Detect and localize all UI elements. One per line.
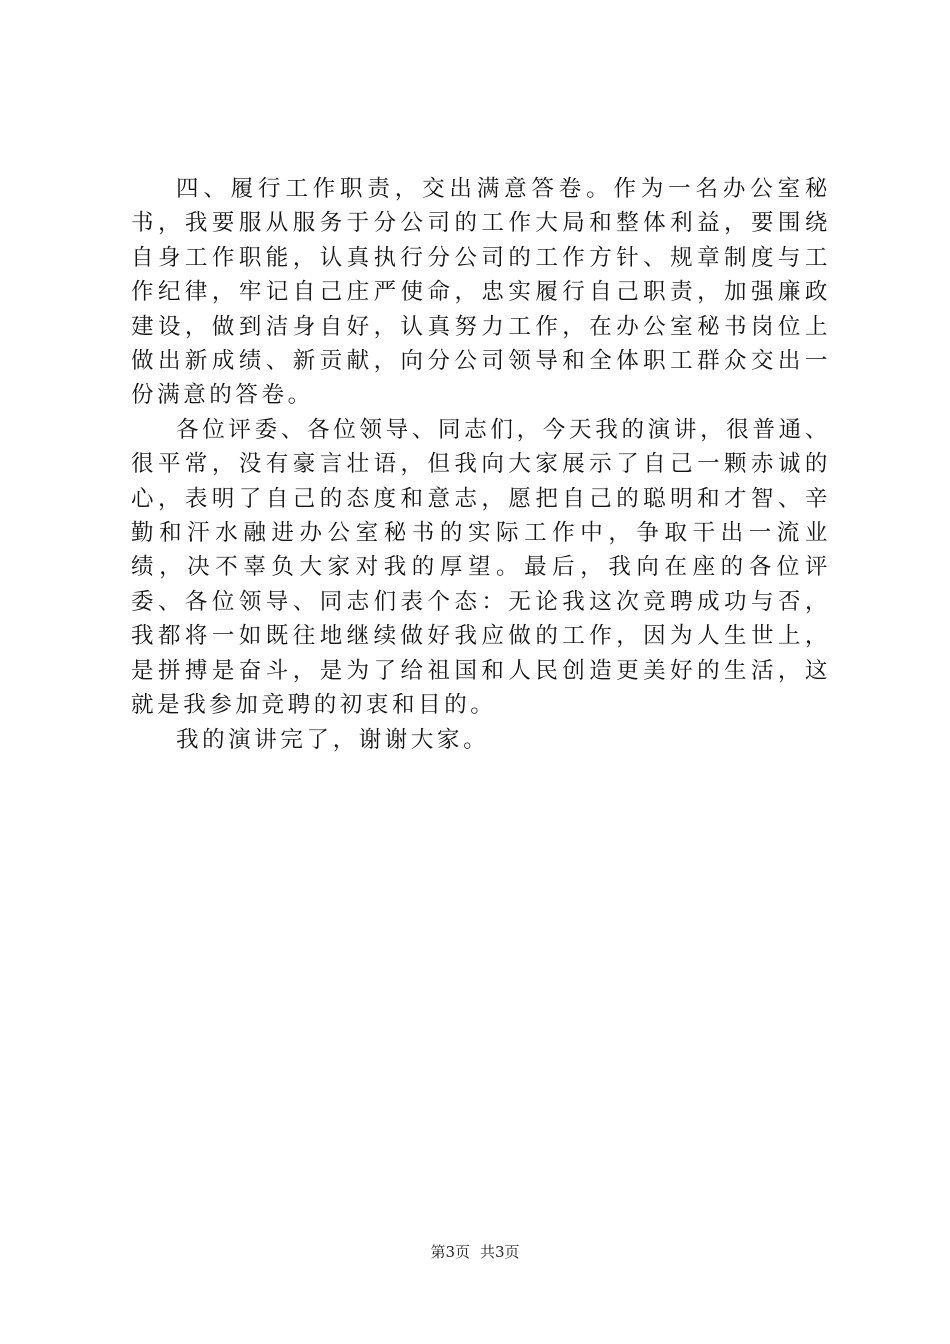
page-total: 共3页 xyxy=(480,1243,520,1261)
page-footer xyxy=(0,1242,950,1262)
paragraph-closing-remarks: 各位评委、各位领导、同志们，今天我的演讲，很普通、很平常，没有豪言壮语，但我向大家展示了自己一颗赤诚的心，表明了自己的态度和意志，愿把自己的聪明和才智、辛勤和汗水融进办公室秘书的实际工作中，争取干出一流业绩，决不辜负大家对我的厚望。最后，我向在座的各位评委、各位领导、同志们表个态：无论我这次竞聘成功与否，我都将一如既往地继续做好我应做的工作，因为人生世上，是拼搏是奋斗，是为了给祖国和人民创造更美好的生活，这就是我参加竞聘的初衷和目的。 xyxy=(131,416,831,719)
page-number: 第3页 xyxy=(430,1243,470,1261)
paragraph-thanks: 我的演讲完了，谢谢大家。 xyxy=(176,726,490,753)
paragraph-duty: 四、履行工作职责，交出满意答卷。作为一名办公室秘书，我要服从服务于分公司的工作大局和整体利益，要围绕自身工作职能，认真执行分公司的工作方针、规章制度与工作纪律，牢记自己庄严使命，忠实履行自己职责，加强廉政建设，做到洁身自好，认真努力工作，在办公室秘书岗位上做出新成绩、新贡献，向分公司领导和全体职工群众交出一份满意的答卷。 xyxy=(131,176,831,409)
document-body xyxy=(131,172,831,757)
